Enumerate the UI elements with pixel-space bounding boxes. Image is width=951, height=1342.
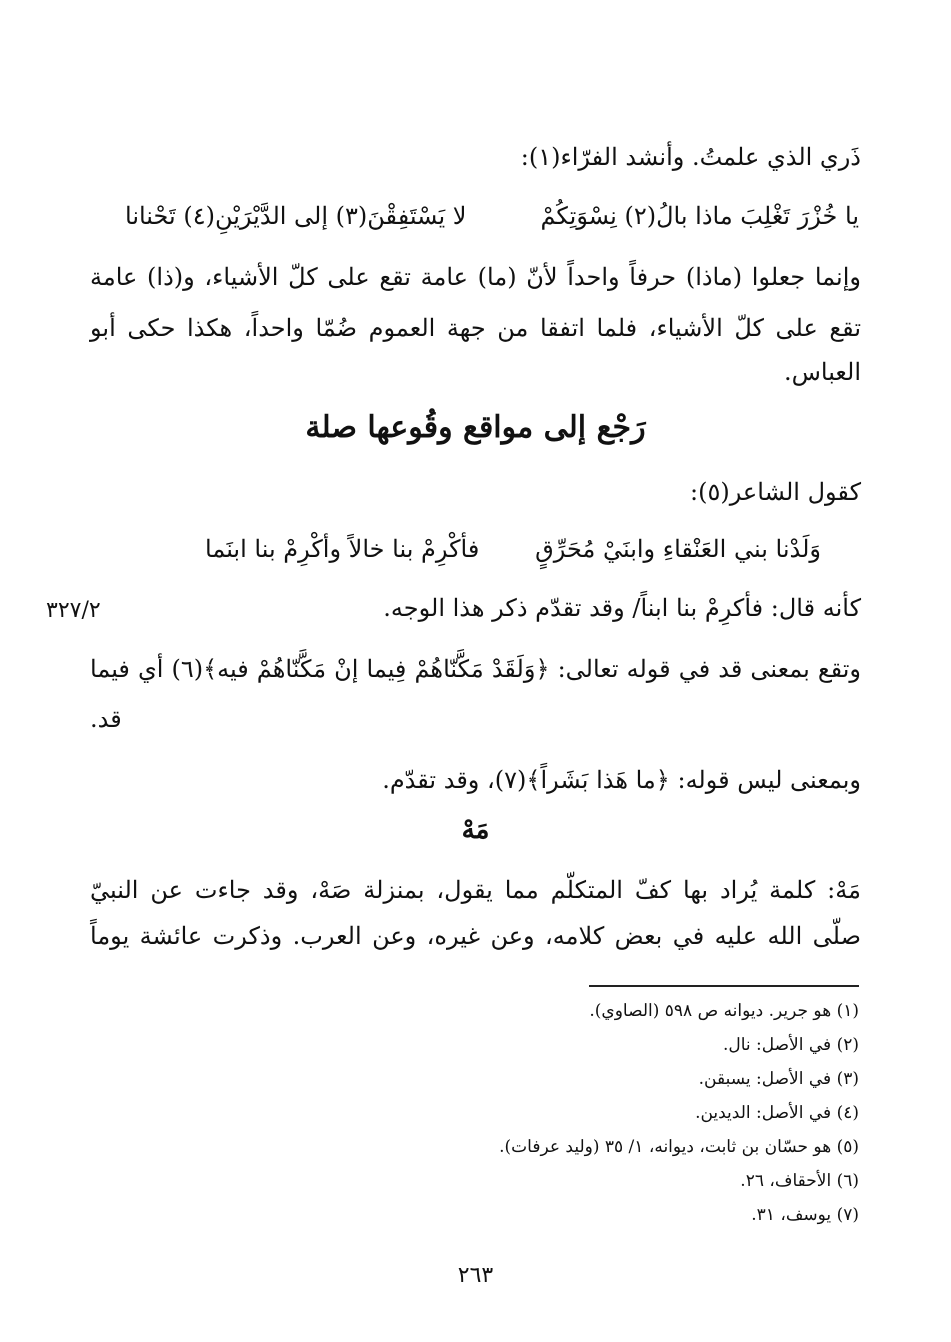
verse2-first-hemistich: وَلَدْنا بني العَنْقاءِ وابنَيْ مُحَرِّقٍ xyxy=(535,535,821,563)
paragraph-line: صلّى الله عليه في بعض كلامه، وعن غيره، وعن العرب. وذكرت عائشة يوماً xyxy=(90,922,861,950)
footnote: (٥) هو حسّان بن ثابت، ديوانه، ١/ ٣٥ (وليد عرفات). xyxy=(499,1137,859,1157)
paragraph-line: قد. xyxy=(90,705,122,733)
footnote: (٢) في الأصل: نال. xyxy=(722,1035,859,1055)
verse1-second-hemistich: لا يَسْتَفِقْنَ(٣) إلى الدَّيْرَيْنِ(٤) تَحْنانا xyxy=(125,202,467,230)
paragraph-line: مَهْ: كلمة يُراد بها كفّ المتكلّم مما يقول، بمنزلة صَهْ، وقد جاءت عن النبيّ xyxy=(90,876,861,904)
footnote: (٧) يوسف، ٣١. xyxy=(751,1205,859,1225)
subheading-mah: مَهْ xyxy=(461,815,490,845)
paragraph-line: وإنما جعلوا (ماذا) حرفاً واحداً لأنّ (ما) عامة تقع على كلّ الأشياء، و(ذا) عامة xyxy=(90,263,861,291)
section-heading: رَجْع إلى مواقع وقُوعها صلة xyxy=(305,410,646,445)
footnote: (١) هو جرير. ديوانه ص ٥٩٨ (الصاوي). xyxy=(589,1001,859,1021)
verse1-first-hemistich: يا خُزْرَ تَغْلِبَ ماذا بالُ(٢) نِسْوَتِكُمْ xyxy=(540,202,859,230)
page-number: ٢٦٣ xyxy=(457,1263,494,1288)
explanation-line: كأنه قال: فأكرِمْ بنا ابناً/ وقد تقدّم ذكر هذا الوجه. xyxy=(383,594,861,622)
verse2-second-hemistich: فأكْرِمْ بنا خالاً وأكْرِمْ بنا ابنَما xyxy=(205,535,480,563)
intro-line: ذَري الذي علمتُ. وأنشد الفرّاء(١): xyxy=(520,143,861,171)
footnote-divider xyxy=(589,985,859,987)
paragraph-line: تقع على كلّ الأشياء، فلما اتفقا من جهة العموم ضُمّا واحداً، هكذا حكى أبو xyxy=(90,314,861,342)
paragraph-line: وتقع بمعنى قد في قوله تعالى: ﴿وَلَقَدْ مَكَّنّاهُمْ فِيما إنْ مَكَّنّاهُمْ فيه﴾(٦) أي فيما xyxy=(90,655,861,683)
margin-reference: ٣٢٧/٢ xyxy=(46,598,101,623)
laysa-line: وبمعنى ليس قوله: ﴿ما هَذا بَشَراً﴾(٧)، وقد تقدّم. xyxy=(382,766,861,794)
footnote: (٦) الأحقاف، ٢٦. xyxy=(740,1171,859,1191)
paragraph-line: العباس. xyxy=(783,358,861,386)
poet-line: كقول الشاعر(٥): xyxy=(689,478,861,506)
footnote: (٣) في الأصل: يسبقن. xyxy=(698,1069,859,1089)
footnote: (٤) في الأصل: الديدين. xyxy=(695,1103,859,1123)
